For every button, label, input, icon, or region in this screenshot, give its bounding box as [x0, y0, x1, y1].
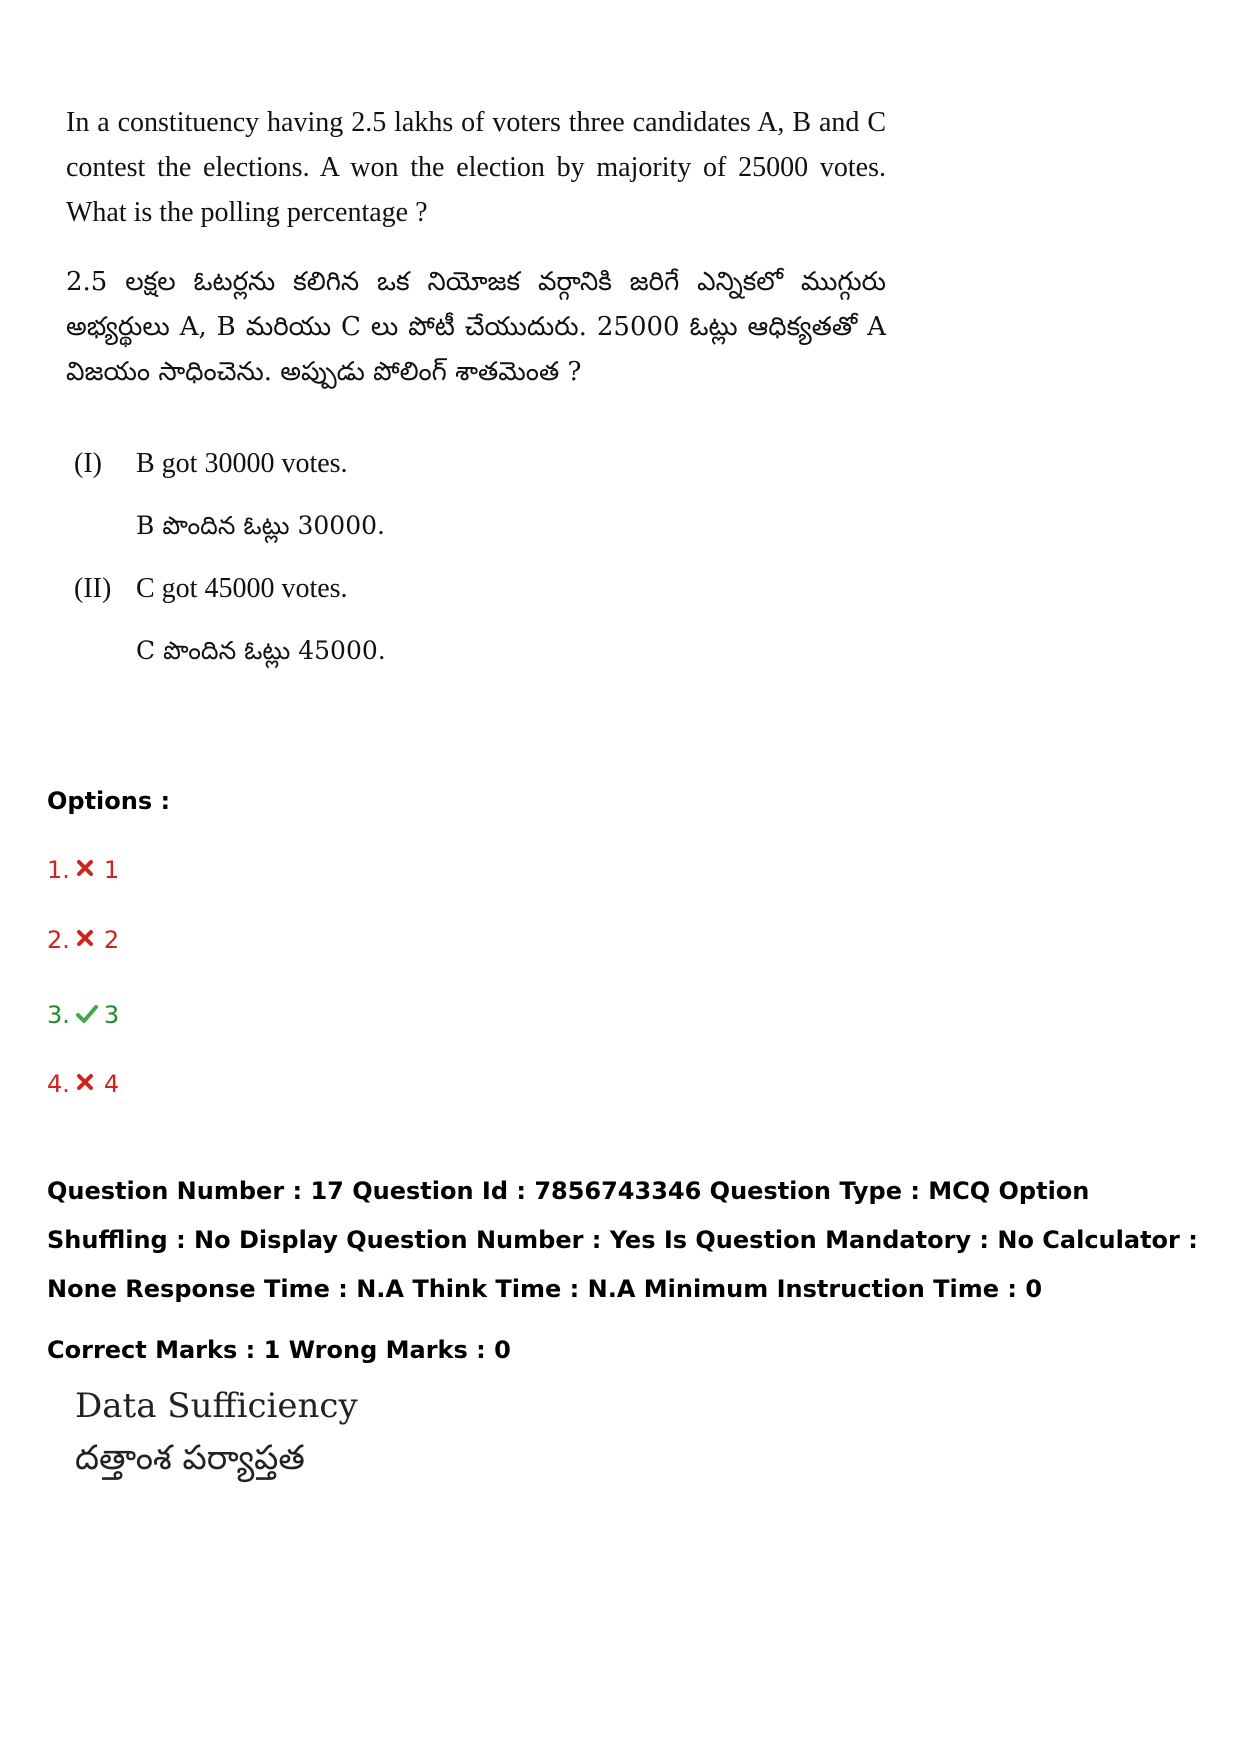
cross-icon: [76, 929, 98, 951]
section-title-image: [75, 1380, 358, 1484]
option-number: 3.: [47, 1001, 70, 1029]
option-value: 3: [103, 1001, 120, 1029]
question-text-english: In a constituency having 2.5 lakhs of voters three candidates A, B and C contest the elections. A won the election by majority of 25000 votes. What is the polling percentage ?: [66, 107, 886, 228]
option-value: 1: [103, 856, 120, 884]
section-title-telugu: దత్తాంశ పర్యాప్తత: [75, 1438, 305, 1478]
statement-2-numeral: (II): [74, 573, 112, 604]
cross-icon: [76, 1073, 98, 1095]
cross-icon: [76, 859, 98, 881]
check-icon: [76, 1004, 98, 1026]
question-text-telugu: 2.5 లక్షల ఓటర్లను కలిగిన ఒక నియోజక వర్గానికి జరిగే ఎన్నికలో ముగ్గురు అభ్యర్థులు A, B మరియు C లు పోటీ చేయుదురు. 25000 ఓట్లు ఆధిక్యతతో A విజయం సాధించెను. అప్పుడు పోలింగ్ శాతమెంత ?: [66, 267, 886, 387]
option-number: 1.: [47, 856, 70, 884]
question-meta: Question Number : 17 Question Id : 7856743346 Question Type : MCQ Option Shuffling : No Display Question Number : Yes Is Question Mandatory : No Calculator : None Response Time : N.A Think Time : N.A Minimum Instruction Time : 0: [47, 1177, 1198, 1303]
option-number: 4.: [47, 1070, 70, 1098]
question-image: [66, 100, 886, 395]
statement-2-english: C got 45000 votes.: [136, 573, 348, 604]
statement-2-telugu: C పొందిన ఓట్లు 45000.: [136, 636, 386, 665]
option-4[interactable]: [47, 1070, 119, 1098]
option-2[interactable]: [47, 926, 119, 954]
marks-meta: Correct Marks : 1 Wrong Marks : 0: [47, 1336, 511, 1364]
option-value: 2: [103, 926, 120, 954]
options-label: Options :: [47, 787, 171, 815]
section-title-english: Data Sufficiency: [75, 1386, 358, 1426]
statement-1-telugu: B పొందిన ఓట్లు 30000.: [136, 511, 385, 540]
option-number: 2.: [47, 926, 70, 954]
option-value: 4: [103, 1070, 120, 1098]
statement-1-english: B got 30000 votes.: [136, 448, 348, 479]
statement-1-numeral: (I): [74, 448, 102, 479]
option-3[interactable]: [47, 1001, 119, 1029]
option-1[interactable]: [47, 856, 119, 884]
